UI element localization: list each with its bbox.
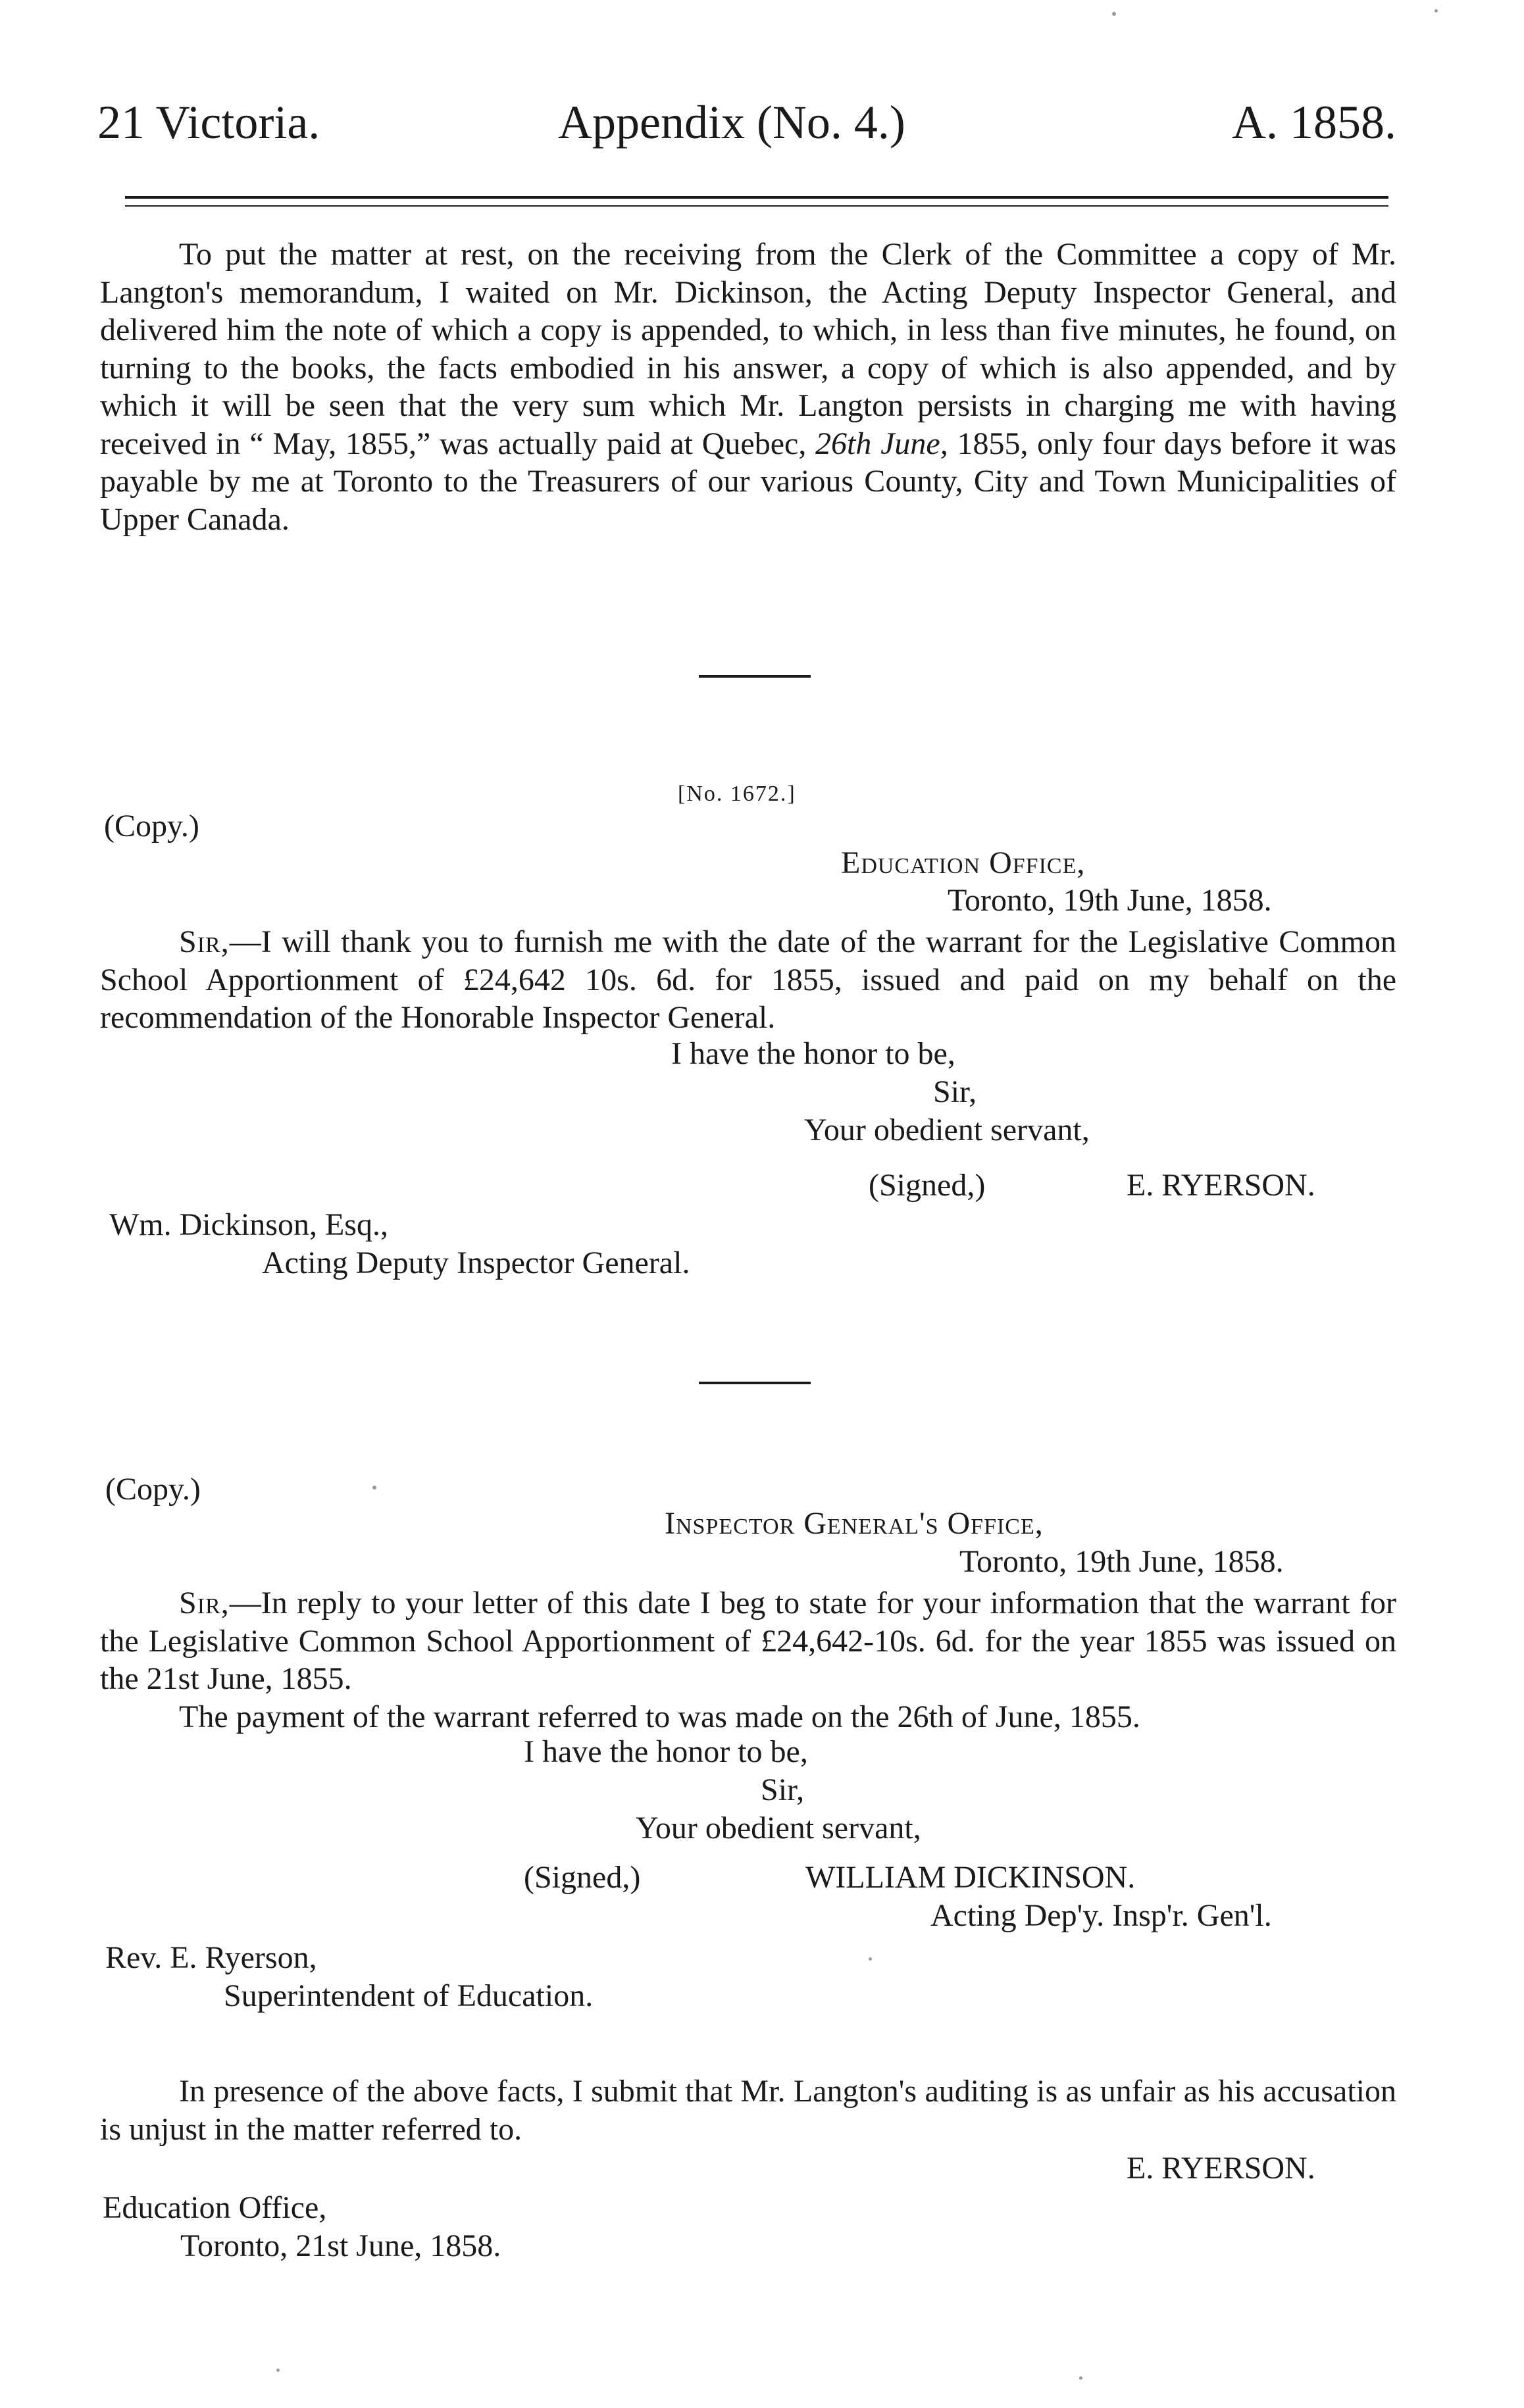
intro-text-2: 1855, only four days before it was payable by me at Toronto to the Treasurers of our various County, City and Town Municipalities of Upper Canada.: [100, 426, 1396, 537]
intro-date-day: 26: [815, 426, 848, 461]
letter2-body-text: —In reply to your letter of this date I beg to state for your information that the warrant for the Legislative Common School Apportionment of £24,642-10s. 6d. for the year 1855 was issued on the 21st June, 1855.: [100, 1586, 1396, 1696]
letter1-body: [100, 923, 1396, 1037]
letter1-addressee-title: Acting Deputy Inspector General.: [262, 1245, 690, 1280]
header-session: 21 Victoria.: [97, 96, 320, 149]
letter2-closing-sir: Sir,: [761, 1772, 805, 1807]
letter1-closing-honor: I have the honor to be,: [671, 1036, 955, 1071]
letter1-closing-sir: Sir,: [933, 1074, 977, 1109]
letter1-body-text: —I will thank you to furnish me with the date of the warrant for the Legislative Common School Apportionment of £24,642 10s. 6d. for 1855, issued and paid on my behalf on the recommendation of the Honorable Inspector General.: [100, 924, 1396, 1035]
scan-speck: [276, 2369, 280, 2372]
header-year: A. 1858.: [1232, 96, 1396, 149]
letter2-closing-honor: I have the honor to be,: [524, 1734, 808, 1769]
conclusion-paragraph: In presence of the above facts, I submit that Mr. Langton's auditing is as unfair as his accusation is unjust in the matter referred to.: [100, 2074, 1396, 2147]
letter1-office: Education Office,: [841, 845, 1086, 880]
header-rule-thick: [125, 196, 1388, 199]
letter2-closing-servant: Your obedient servant,: [636, 1811, 921, 1845]
section-divider: [699, 1382, 811, 1384]
letter1-signed-label: (Signed,): [869, 1168, 986, 1203]
section-divider: [699, 675, 811, 678]
letter2-body: [100, 1584, 1396, 1698]
scan-speck: [869, 1957, 872, 1961]
intro-paragraph: [100, 236, 1396, 538]
letter2-signature-title: Acting Dep'y. Insp'r. Gen'l.: [930, 1898, 1272, 1933]
conclusion-place: Education Office,: [103, 2190, 327, 2225]
conclusion-place-date: Toronto, 21st June, 1858.: [180, 2228, 501, 2263]
conclusion-signature: E. RYERSON.: [1127, 2151, 1315, 2186]
letter1-closing-servant: Your obedient servant,: [804, 1113, 1090, 1147]
letter2-signed-label: (Signed,): [524, 1860, 641, 1895]
letter1-signature: E. RYERSON.: [1127, 1168, 1315, 1203]
intro-text-1: To put the matter at rest, on the receiving from the Clerk of the Committee a copy of Mr. Langton's memorandum, I waited on Mr. Dickinson, the Acting Deputy Inspector General, and delivered him the note of which a copy is appended, to which, in less than five minutes, he found, on turning to the books, the facts embodied in his answer, a copy of which is also appended, and by which it will be seen that the very sum which Mr. Langton persists in charging me with having received in “ May, 1855,” was actually paid at Quebec,: [100, 237, 1396, 461]
intro-date-month: th June,: [847, 426, 948, 461]
scan-speck: [1112, 12, 1116, 16]
letter1-addressee-name: Wm. Dickinson, Esq.,: [109, 1207, 388, 1242]
scan-speck: [1079, 2376, 1082, 2380]
letter2-salutation: Sir,: [179, 1586, 230, 1620]
scan-speck: [1435, 9, 1438, 13]
header-appendix: Appendix (No. 4.): [558, 96, 905, 149]
letter2-copy-label: (Copy.): [105, 1472, 201, 1507]
letter1-copy-label: (Copy.): [104, 809, 199, 843]
letter1-place-date: Toronto, 19th June, 1858.: [948, 883, 1272, 918]
letter2-addressee-title: Superintendent of Education.: [224, 1978, 594, 2013]
letter2-body-payment: The payment of the warrant referred to was made on the 26th of June, 1855.: [179, 1699, 1140, 1734]
letter2-office: Inspector General's Office,: [665, 1506, 1044, 1541]
header-rule-thin: [125, 205, 1388, 207]
letter2-addressee-name: Rev. E. Ryerson,: [105, 1940, 317, 1975]
letter2-signature: WILLIAM DICKINSON.: [805, 1860, 1136, 1895]
letter1-number: [No. 1672.]: [678, 782, 796, 806]
letter1-salutation: Sir,: [179, 924, 230, 959]
letter2-place-date: Toronto, 19th June, 1858.: [959, 1544, 1284, 1579]
scan-speck: [372, 1486, 376, 1490]
